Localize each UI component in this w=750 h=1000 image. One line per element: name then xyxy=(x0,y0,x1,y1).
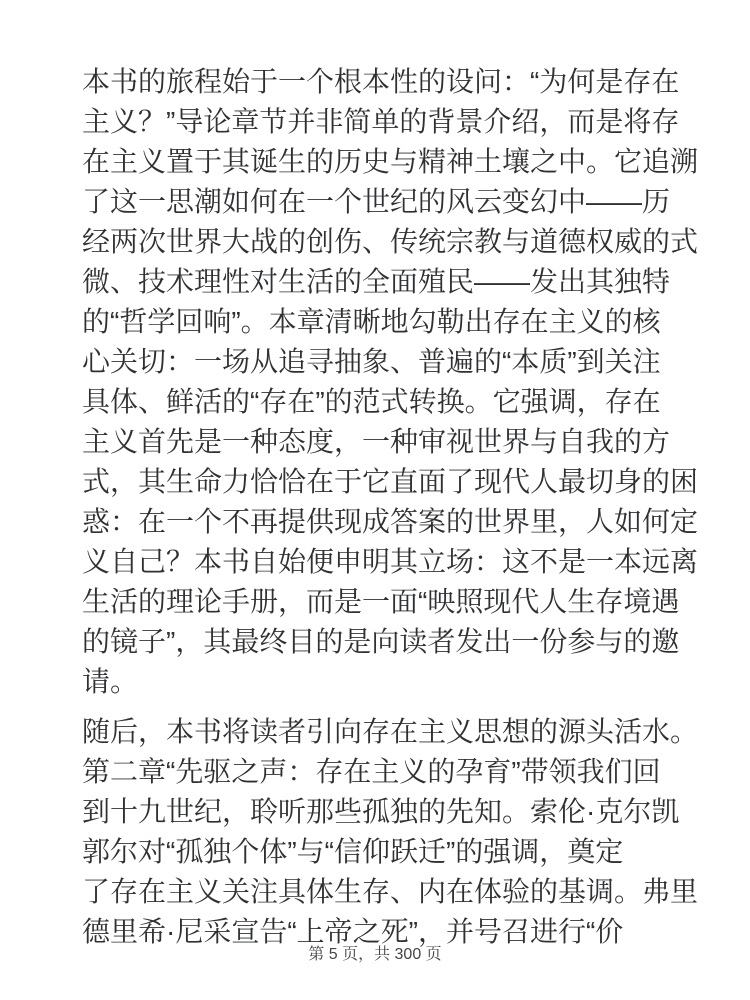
document-body-text xyxy=(82,62,712,962)
text-line: 的镜子”，其最终目的是向读者发出一份参与的邀 xyxy=(82,626,680,657)
text-line: 微、技术理性对生活的全面殖民——发出其独特 xyxy=(82,266,671,297)
text-line: 的“哲学回响”。本章清晰地勾勒出存在主义的核 xyxy=(82,306,661,337)
page-number-footer: 第 5 页，共 300 页 xyxy=(308,946,442,963)
text-line: 心关切：一场从追寻抽象、普遍的“本质”到关注 xyxy=(82,346,661,377)
text-line: 经两次世界大战的创伤、传统宗教与道德权威的式 xyxy=(82,226,699,257)
text-line: 式，其生命力恰恰在于它直面了现代人最切身的困 xyxy=(82,466,699,497)
text-line: 义自己？本书自始便申明其立场：这不是一本远离 xyxy=(82,546,699,577)
text-line: 本书的旅程始于一个根本性的设问：“为何是存在 xyxy=(82,66,680,97)
text-line: 在主义置于其诞生的历史与精神土壤之中。它追溯 xyxy=(82,146,699,177)
text-line: 主义首先是一种态度，一种审视世界与自我的方 xyxy=(82,426,671,457)
text-line: 惑：在一个不再提供现成答案的世界里，人如何定 xyxy=(82,506,699,537)
text-line: 德里希·尼采宣告“上帝之死”，并号召进行“价 xyxy=(82,916,624,947)
text-line: 生活的理论手册，而是一面“映照现代人生存境遇 xyxy=(82,586,680,617)
paragraph-2 xyxy=(82,712,712,952)
text-line: 请。 xyxy=(82,666,139,697)
paragraph-1 xyxy=(82,62,712,702)
text-line: 了这一思潮如何在一个世纪的风云变幻中——历 xyxy=(82,186,671,217)
text-line: 具体、鲜活的“存在”的范式转换。它强调，存在 xyxy=(82,386,661,417)
text-line: 到十九世纪，聆听那些孤独的先知。索伦·克尔凯 xyxy=(82,796,680,827)
text-line: 第二章“先驱之声：存在主义的孕育”带领我们回 xyxy=(82,756,661,787)
text-line: 随后，本书将读者引向存在主义思想的源头活水。 xyxy=(82,716,699,747)
text-line: 主义？”导论章节并非简单的背景介绍，而是将存 xyxy=(82,106,680,137)
text-line: 了存在主义关注具体生存、内在体验的基调。弗里 xyxy=(82,876,699,907)
text-line: 郭尔对“孤独个体”与“信仰跃迁”的强调，奠定 xyxy=(82,836,624,867)
